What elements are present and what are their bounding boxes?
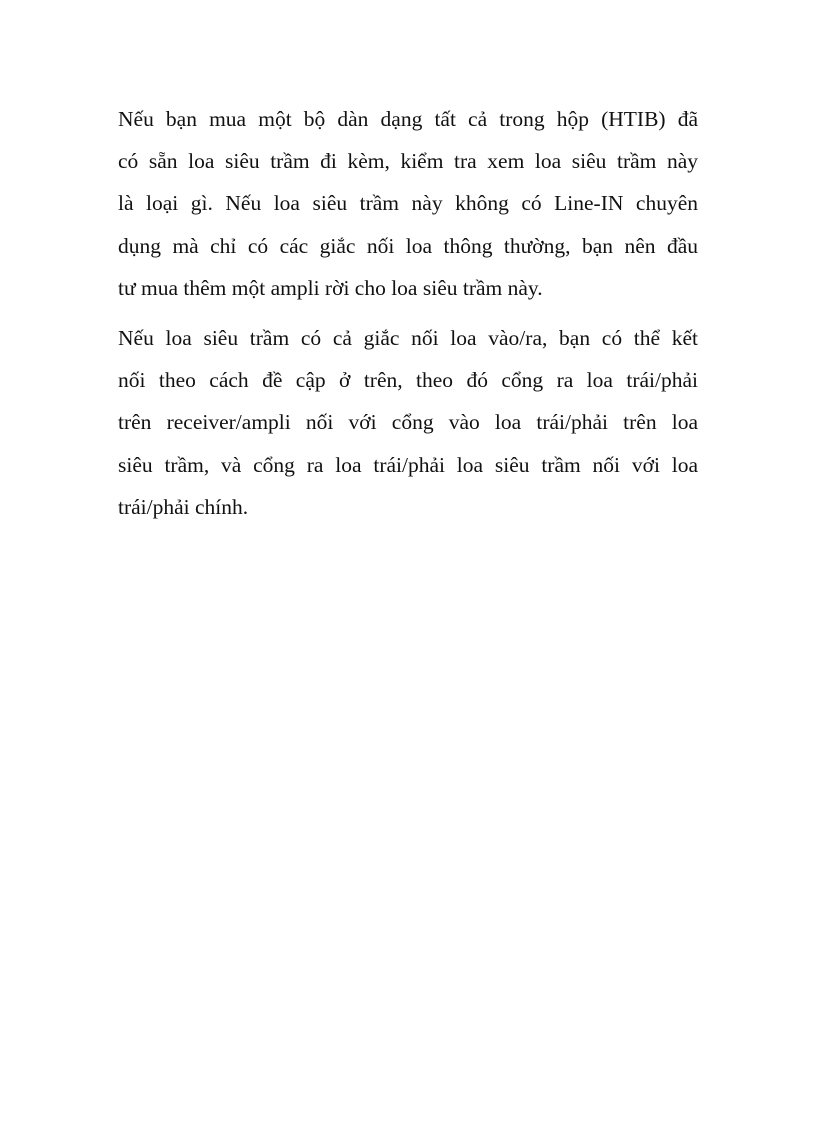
text-line: là loại gì. Nếu loa siêu trầm này không có Line-IN chuyên xyxy=(118,191,698,216)
text-line: Nếu loa siêu trầm có cả giắc nối loa vào/ra, bạn có thể kết xyxy=(118,325,698,350)
text-line: Nếu bạn mua một bộ dàn dạng tất cả trong hộp (HTIB) đã xyxy=(118,107,698,131)
paragraph-1 xyxy=(118,98,698,309)
text-line: nối theo cách đề cập ở trên, theo đó cổng ra loa trái/phải xyxy=(118,368,698,393)
text-line: có sẵn loa siêu trầm đi kèm, kiểm tra xem loa siêu trầm này xyxy=(118,149,698,174)
text-line: trên receiver/ampli nối với cổng vào loa trái/phải trên loa xyxy=(118,410,698,435)
document-body xyxy=(118,98,698,528)
text-line: dụng mà chỉ có các giắc nối loa thông thường, bạn nên đầu xyxy=(118,233,698,258)
text-line: trái/phải chính. xyxy=(118,494,249,519)
paragraph-spacer xyxy=(118,309,698,317)
text-line: tư mua thêm một ampli rời cho loa siêu trầm này. xyxy=(118,275,543,300)
text-line: siêu trầm, và cổng ra loa trái/phải loa siêu trầm nối với loa xyxy=(118,452,698,477)
paragraph-2 xyxy=(118,317,698,528)
